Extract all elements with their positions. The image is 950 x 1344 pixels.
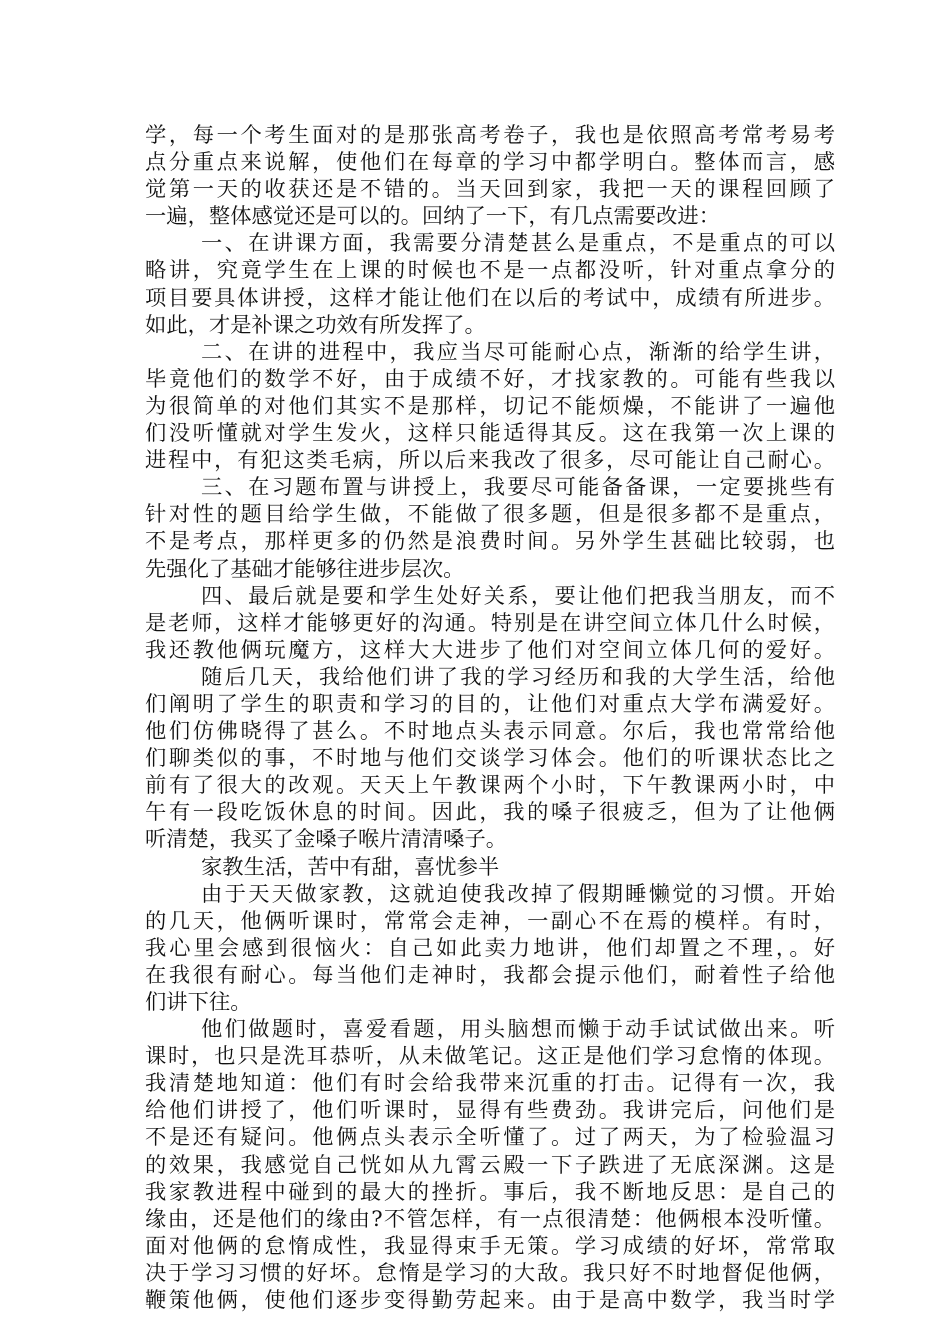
- text-line: 鞭策他俩，使他们逐步变得勤劳起来。由于是高中数学，我当时学: [145, 1288, 835, 1314]
- text-line: 家教生活，苦中有甜，喜忧参半: [201, 854, 500, 880]
- text-line: 略讲，究竟学生在上课的时候也不是一点都没听，针对重点拿分的: [145, 258, 835, 284]
- text-line: 针对性的题目给学生做，不能做了很多题，但是很多都不是重点，: [145, 502, 835, 528]
- text-line: 我家教进程中碰到的最大的挫折。事后，我不断地反思：是自己的: [145, 1179, 835, 1205]
- document-body: [145, 122, 835, 1314]
- text-line: 们讲下往。: [145, 990, 252, 1015]
- text-line: 们阐明了学生的职责和学习的目的，让他们对重点大学布满爱好。: [145, 691, 835, 717]
- text-line: 随后几天，我给他们讲了我的学习经历和我的大学生活，给他: [201, 664, 835, 690]
- text-line: 课时，也只是洗耳恭听，从未做笔记。这正是他们学习怠惰的体现。: [145, 1044, 835, 1070]
- text-line: 进程中，有犯这类毛病，所以后来我改了很多，尽可能让自己耐心。: [145, 448, 835, 474]
- text-line: 不是考点，那样更多的仍然是浪费时间。另外学生甚础比较弱，也: [145, 529, 835, 555]
- text-line: 四、最后就是要和学生处好关系，要让他们把我当朋友，而不: [201, 583, 835, 609]
- text-line: 他们仿佛晓得了甚么。不时地点头表示同意。尔后，我也常常给他: [145, 719, 835, 745]
- text-line: 如此，才是补课之功效有所发挥了。: [145, 312, 486, 338]
- text-line: 决于学习习惯的好坏。怠惰是学习的大敌。我只好不时地督促他俩，: [145, 1260, 835, 1286]
- text-line: 为很简单的对他们其实不是那样，切记不能烦燥，不能讲了一遍他: [145, 393, 835, 419]
- text-line: 是老师，这样才能够更好的沟通。特别是在讲空间立体几什么时候，: [145, 610, 835, 636]
- text-line: 缘由，还是他们的缘由?不管怎样，有一点很清楚：他俩根本没听懂。: [145, 1206, 835, 1232]
- text-line: 不是还有疑问。他俩点头表示全听懂了。过了两天，为了检验温习: [145, 1125, 835, 1151]
- text-line: 午有一段吃饭休息的时间。因此，我的嗓子很疲乏，但为了让他俩: [145, 800, 835, 826]
- text-line: 我心里会感到很恼火：自己如此卖力地讲，他们却置之不理，。好: [145, 935, 835, 961]
- text-line: 毕竟他们的数学不好，由于成绩不好，才找家教的。可能有些我以: [145, 366, 835, 392]
- text-line: 我清楚地知道：他们有时会给我带来沉重的打击。记得有一次，我: [145, 1071, 835, 1097]
- text-line: 学，每一个考生面对的是那张高考卷子，我也是依照高考常考易考: [145, 123, 835, 148]
- text-line: 我还教他俩玩魔方，这样大大进步了他们对空间立体几何的爱好。: [145, 637, 835, 663]
- text-line: 的几天，他俩听课时，常常会走神，一副心不在焉的模样。有时，: [145, 908, 835, 934]
- text-line: 一、在讲课方面，我需要分清楚甚么是重点，不是重点的可以: [201, 231, 835, 257]
- text-line: 听清楚，我买了金嗓子喉片清清嗓子。: [145, 827, 508, 853]
- text-line: 面对他俩的怠惰成性，我显得束手无策。学习成绩的好坏，常常取: [145, 1233, 835, 1259]
- text-line: 们没听懂就对学生发火，这样只能适得其反。这在我第一次上课的: [145, 421, 835, 447]
- text-line: 点分重点来说解，使他们在每章的学习中都学明白。整体而言，感: [145, 150, 835, 176]
- text-line: 二、在讲的进程中，我应当尽可能耐心点，渐渐的给学生讲，: [201, 339, 835, 365]
- text-line: 的效果，我感觉自己恍如从九霄云殿一下子跌进了无底深渊。这是: [145, 1152, 835, 1178]
- text-line: 三、在习题布置与讲授上，我要尽可能备备课，一定要挑些有: [201, 475, 835, 501]
- text-line: 给他们讲授了，他们听课时，显得有些费劲。我讲完后，问他们是: [145, 1098, 835, 1124]
- text-line: 先强化了基础才能够往进步层次。: [145, 556, 465, 582]
- text-line: 项目要具体讲授，这样才能让他们在以后的考试中，成绩有所进步。: [145, 285, 835, 311]
- text-line: 他们做题时，喜爱看题，用头脑想而懒于动手试试做出来。听: [201, 1017, 835, 1043]
- text-line: 觉第一天的收获还是不错的。当天回到家，我把一天的课程回顾了: [145, 177, 835, 203]
- text-line: 前有了很大的改观。天天上午教课两个小时，下午教课两小时，中: [145, 773, 835, 799]
- text-line: 由于天天做家教，这就迫使我改掉了假期睡懒觉的习惯。开始: [201, 881, 835, 907]
- text-line: 们聊类似的事，不时地与他们交谈学习体会。他们的听课状态比之: [145, 746, 835, 772]
- text-line: 在我很有耐心。每当他们走神时，我都会提示他们，耐着性子给他: [145, 962, 835, 988]
- text-line: 一遍，整体感觉还是可以的。回纳了一下，有几点需要改进：: [145, 204, 721, 230]
